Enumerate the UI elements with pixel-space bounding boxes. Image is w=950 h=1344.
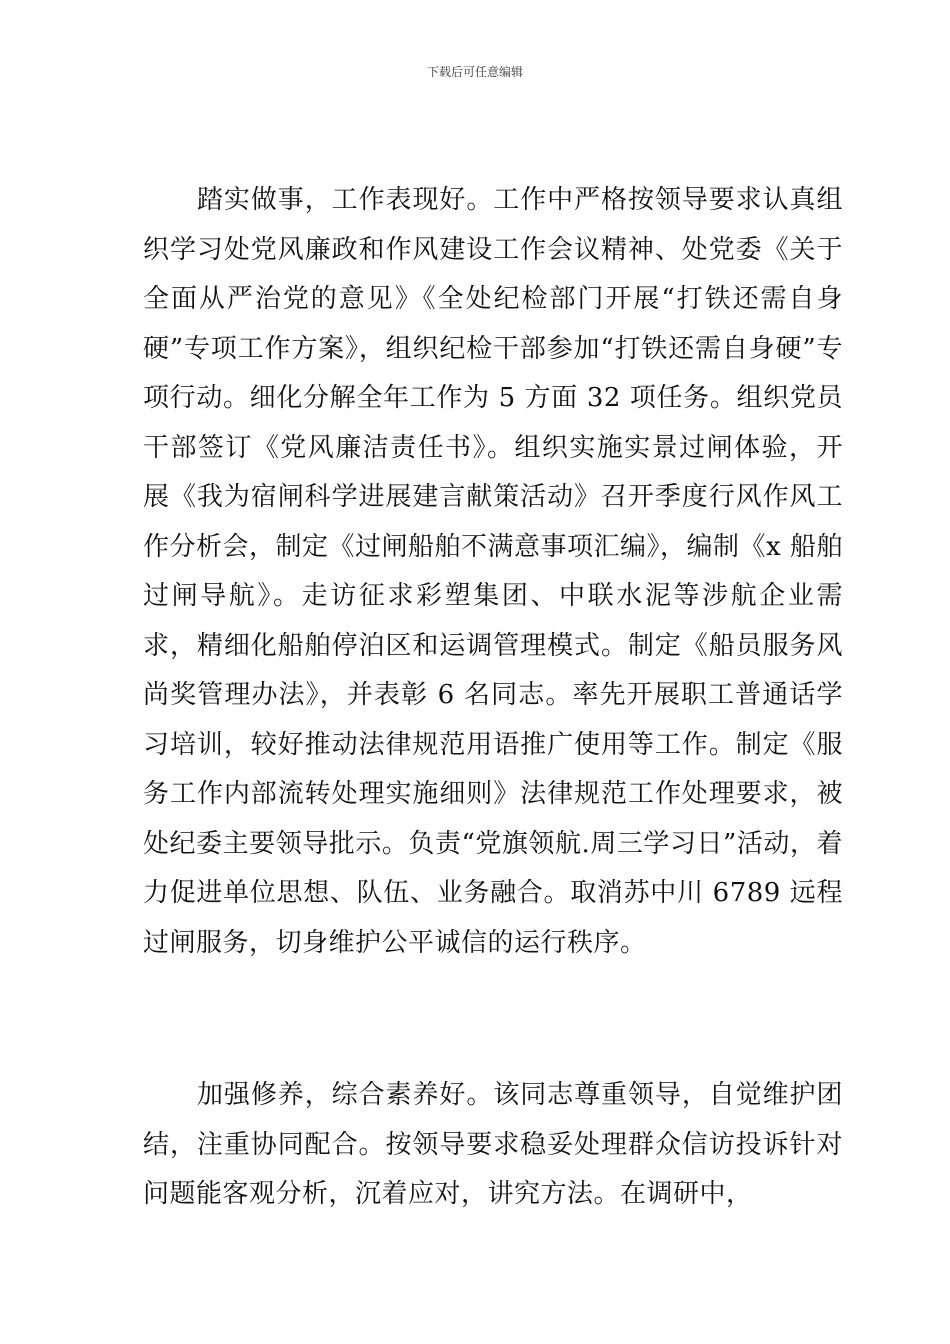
document-body-section-1	[143, 176, 843, 968]
paragraph: 踏实做事，工作表现好。工作中严格按领导要求认真组织学习处党风廉政和作风建设工作会议精神、处党委《关于全面从严治党的意见》《全处纪检部门开展“打铁还需自身硬”专项工作方案》，组织纪检干部参加“打铁还需自身硬”专项行动。细化分解全年工作为 5 方面 32 项任务。组织党员干部签订《党风廉洁责任书》。组织实施实景过闸体验，开展《我为宿闸科学进展建言献策活动》召开季度行风作风工作分析会，制定《过闸船舶不满意事项汇编》，编制《x 船舶过闸导航》。走访征求彩塑集团、中联水泥等涉航企业需求，精细化船舶停泊区和运调管理模式。制定《船员服务风尚奖管理办法》，并表彰 6 名同志。率先开展职工普通话学习培训，较好推动法律规范用语推广使用等工作。制定《服务工作内部流转处理实施细则》法律规范工作处理要求，被处纪委主要领导批示。负责“党旗领航.周三学习日”活动，着力促进单位思想、队伍、业务融合。取消苏中川 6789 远程过闸服务，切身维护公平诚信的运行秩序。	[143, 185, 843, 958]
paragraph: 加强修养，综合素养好。该同志尊重领导，自觉维护团结，注重协同配合。按领导要求稳妥处理群众信访投诉针对问题能客观分析，沉着应对，讲究方法。在调研中，	[143, 1080, 843, 1209]
document-body-section-2	[143, 1071, 843, 1220]
page-header-note: 下载后可任意编辑	[426, 65, 523, 79]
